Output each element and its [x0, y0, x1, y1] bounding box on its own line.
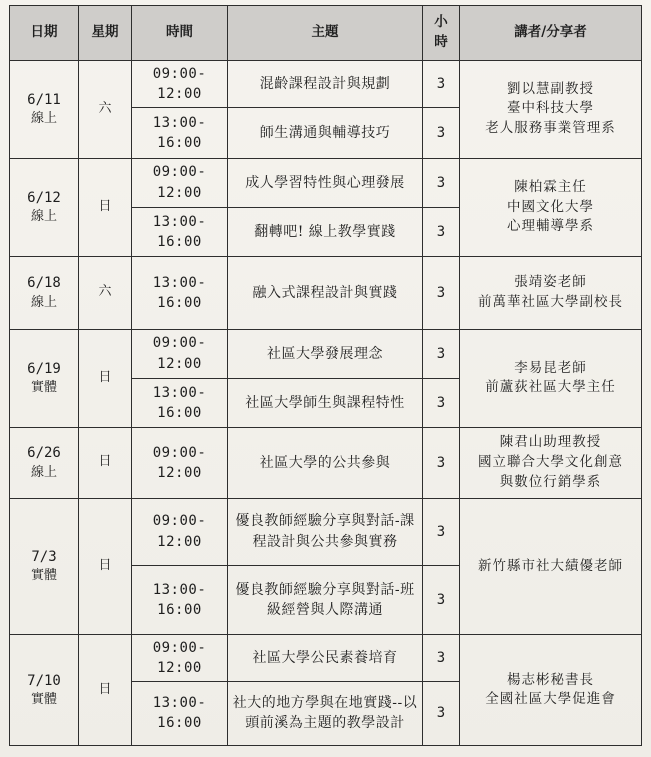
time-cell [132, 158, 228, 207]
schedule-row [10, 61, 642, 108]
speaker-cell [460, 61, 642, 159]
weekday-cell: 日 [79, 428, 132, 498]
speaker-line: 中國文化大學 [507, 198, 594, 215]
hours-cell: 3 [423, 329, 460, 378]
time-start: 13:00- [152, 384, 207, 401]
speaker-cell [460, 635, 642, 746]
date-value: 7/10 [27, 672, 61, 689]
time-end: 16:00 [157, 715, 202, 732]
time-end: 16:00 [157, 233, 202, 250]
time-cell [132, 329, 228, 378]
hours-cell: 3 [423, 428, 460, 498]
time-end: 12:00 [157, 533, 202, 550]
delivery-mode: 實體 [30, 691, 57, 707]
speaker-cell [460, 428, 642, 498]
topic-cell: 社區大學公民素養培育 [228, 635, 423, 681]
time-cell [132, 681, 228, 745]
hours-cell: 3 [423, 257, 460, 329]
topic-cell: 社區大學的公共參與 [228, 428, 423, 498]
speaker-line: 全國社區大學促進會 [485, 691, 616, 708]
hours-cell: 3 [423, 498, 460, 565]
date-cell [10, 61, 79, 159]
speaker-line: 國立聯合大學文化創意 [478, 454, 623, 471]
time-end: 16:00 [157, 294, 202, 311]
schedule-row [10, 257, 642, 329]
speaker-line: 楊志彬秘書長 [507, 671, 594, 688]
date-value: 6/19 [27, 360, 61, 377]
speaker-line: 前蘆荻社區大學主任 [485, 379, 616, 396]
header-hours [423, 6, 460, 61]
hours-cell: 3 [423, 158, 460, 207]
speaker-line: 心理輔導學系 [507, 218, 594, 235]
weekday-cell: 日 [79, 329, 132, 428]
header-topic: 主題 [228, 6, 423, 61]
time-end: 12:00 [157, 355, 202, 372]
time-start: 13:00- [152, 581, 207, 598]
speaker-cell [460, 498, 642, 635]
speaker-cell [460, 257, 642, 329]
time-start: 13:00- [152, 213, 207, 230]
topic-cell: 成人學習特性與心理發展 [228, 158, 423, 207]
weekday-cell: 日 [79, 498, 132, 635]
topic-cell: 師生溝通與輔導技巧 [228, 108, 423, 158]
topic-cell: 混齡課程設計與規劃 [228, 61, 423, 108]
time-end: 12:00 [157, 86, 202, 103]
time-start: 09:00- [152, 444, 207, 461]
delivery-mode: 實體 [30, 568, 57, 584]
time-end: 12:00 [157, 659, 202, 676]
speaker-line: 陳柏霖主任 [514, 178, 587, 195]
hours-cell: 3 [423, 61, 460, 108]
date-value: 6/12 [27, 189, 61, 206]
topic-cell: 優良教師經驗分享與對話-班級經營與人際溝通 [228, 565, 423, 634]
time-cell [132, 108, 228, 158]
hours-cell: 3 [423, 681, 460, 745]
topic-cell: 社大的地方學與在地實踐--以頭前溪為主題的教學設計 [228, 681, 423, 745]
hours-cell: 3 [423, 108, 460, 158]
date-value: 7/3 [31, 548, 57, 565]
speaker-cell [460, 329, 642, 428]
date-value: 6/11 [27, 91, 61, 108]
time-start: 13:00- [152, 114, 207, 131]
weekday-cell: 六 [79, 257, 132, 329]
speaker-line: 陳君山助理教授 [499, 434, 602, 451]
schedule-row [10, 158, 642, 207]
date-cell [10, 257, 79, 329]
time-cell [132, 61, 228, 108]
speaker-line: 張靖姿老師 [514, 274, 587, 291]
speaker-line: 新竹縣市社大績優老師 [478, 557, 623, 574]
date-cell [10, 428, 79, 498]
time-start: 09:00- [152, 164, 207, 181]
hours-cell: 3 [423, 207, 460, 256]
time-end: 12:00 [157, 184, 202, 201]
time-end: 16:00 [157, 602, 202, 619]
speaker-line: 劉以慧副教授 [507, 80, 594, 97]
weekday-cell: 日 [79, 635, 132, 746]
time-cell [132, 635, 228, 681]
date-value: 6/18 [27, 275, 61, 292]
time-end: 16:00 [157, 134, 202, 151]
topic-cell: 優良教師經驗分享與對話-課程設計與公共參與實務 [228, 498, 423, 565]
time-cell [132, 378, 228, 427]
schedule-row [10, 635, 642, 681]
topic-cell: 翻轉吧! 線上教學實踐 [228, 207, 423, 256]
topic-cell: 融入式課程設計與實踐 [228, 257, 423, 329]
topic-cell: 社區大學師生與課程特性 [228, 378, 423, 427]
time-start: 09:00- [152, 65, 207, 82]
speaker-line: 李易昆老師 [514, 359, 587, 376]
delivery-mode: 線上 [30, 111, 57, 126]
time-start: 13:00- [152, 274, 207, 291]
delivery-mode: 線上 [30, 294, 57, 310]
time-start: 13:00- [152, 694, 207, 711]
header-time: 時間 [132, 6, 228, 61]
delivery-mode: 實體 [30, 380, 57, 396]
schedule-row [10, 498, 642, 565]
schedule-table [9, 5, 642, 746]
speaker-line: 臺中科技大學 [507, 100, 594, 117]
date-cell [10, 329, 79, 428]
date-cell [10, 158, 79, 257]
date-cell [10, 498, 79, 635]
schedule-row [10, 329, 642, 378]
header-weekday: 星期 [79, 6, 132, 61]
delivery-mode: 線上 [30, 209, 57, 225]
topic-cell: 社區大學發展理念 [228, 329, 423, 378]
weekday-cell: 日 [79, 158, 132, 257]
time-cell [132, 565, 228, 634]
time-end: 12:00 [157, 464, 202, 481]
hours-cell: 3 [423, 565, 460, 634]
date-value: 6/26 [27, 445, 61, 462]
weekday-cell: 六 [79, 61, 132, 159]
time-cell [132, 428, 228, 498]
time-cell [132, 498, 228, 565]
hours-cell: 3 [423, 378, 460, 427]
header-hours-line2: 時 [434, 34, 448, 50]
delivery-mode: 線上 [30, 464, 57, 480]
schedule-body [10, 61, 642, 746]
speaker-line: 老人服務事業管理系 [485, 120, 616, 137]
time-start: 09:00- [152, 639, 207, 656]
header-row [10, 6, 642, 61]
time-cell [132, 257, 228, 329]
speaker-cell [460, 158, 642, 257]
time-cell [132, 207, 228, 256]
speaker-line: 前萬華社區大學副校長 [478, 293, 623, 310]
header-hours-line1: 小 [434, 14, 448, 31]
schedule-row [10, 428, 642, 498]
hours-cell: 3 [423, 635, 460, 681]
time-end: 16:00 [157, 404, 202, 421]
header-date: 日期 [10, 6, 79, 61]
header-speaker: 講者/分享者 [460, 6, 642, 61]
speaker-line: 與數位行銷學系 [499, 473, 602, 490]
date-cell [10, 635, 79, 746]
time-start: 09:00- [152, 513, 207, 530]
time-start: 09:00- [152, 335, 207, 352]
